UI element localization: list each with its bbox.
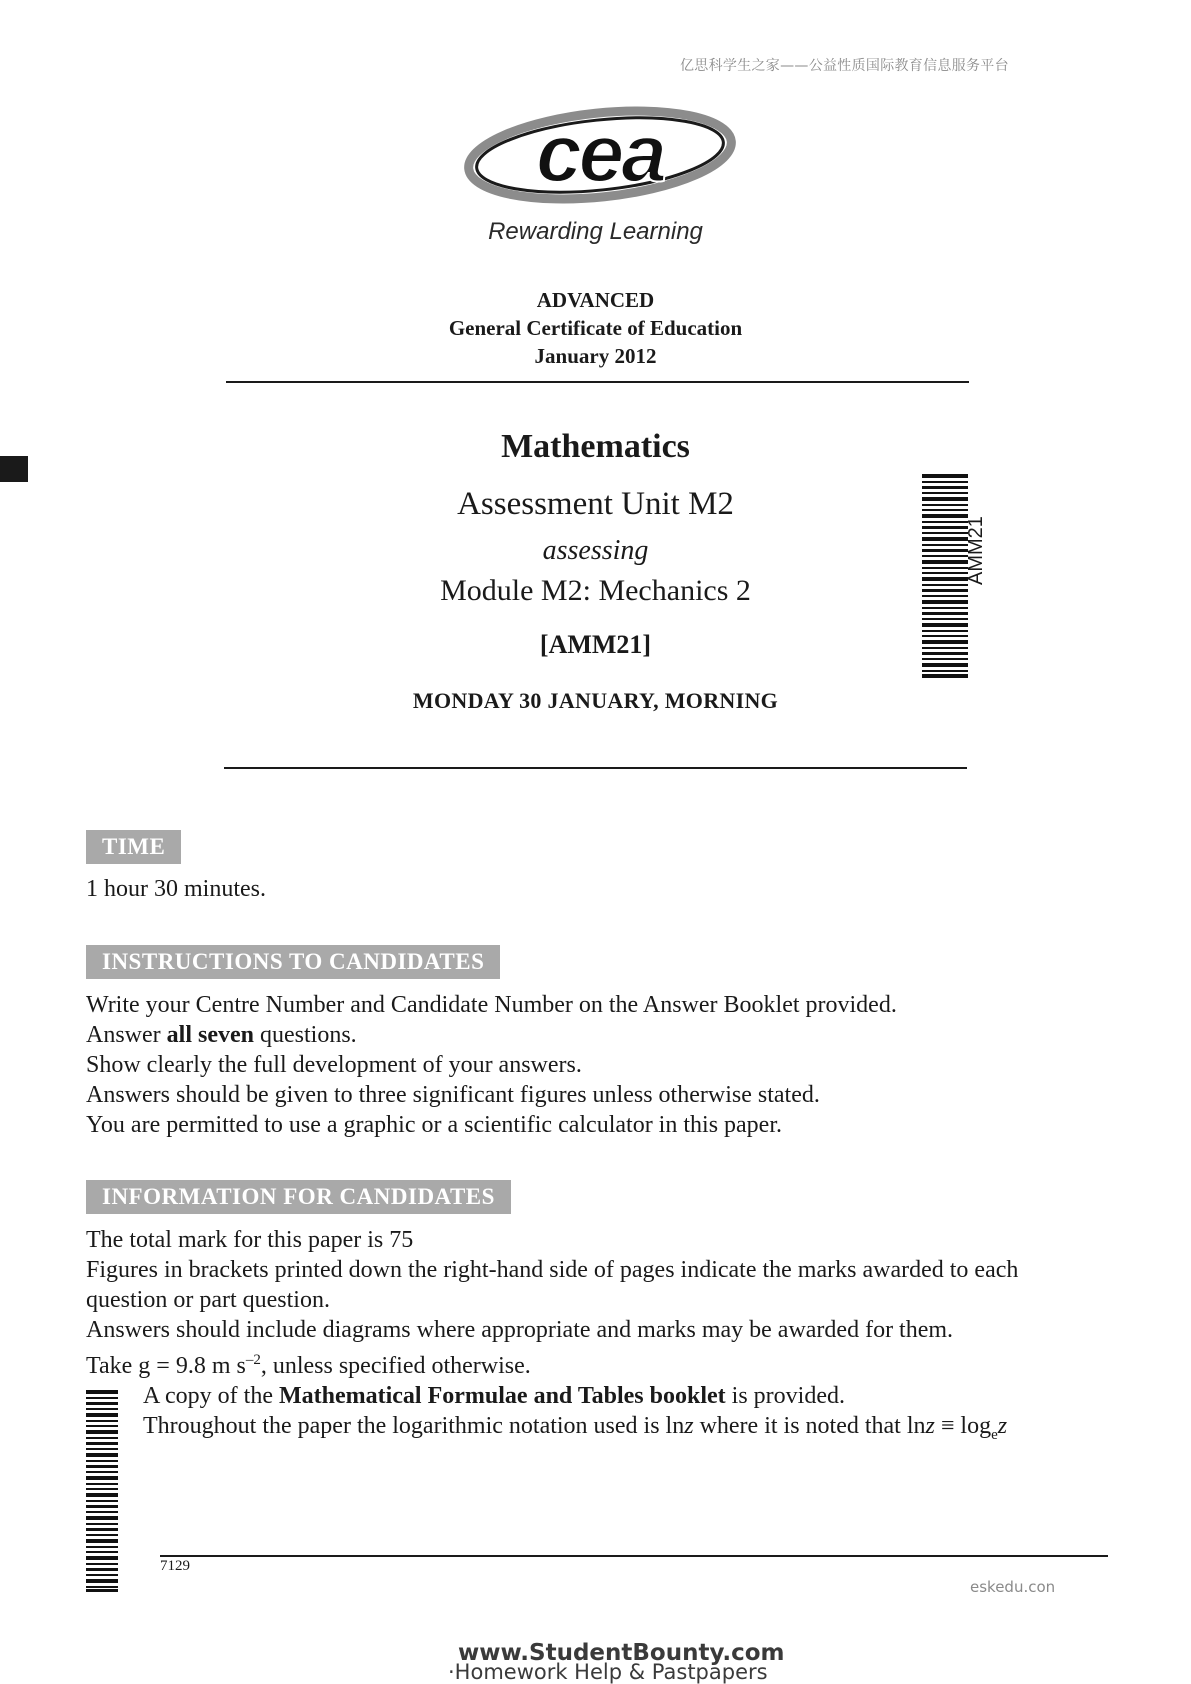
- instruction-line: Write your Centre Number and Candidate Number on the Answer Booklet provided.: [86, 992, 897, 1018]
- instruction-line: Answers should be given to three significant figures unless otherwise stated.: [86, 1082, 820, 1108]
- title-rule: [224, 767, 967, 769]
- instruction-line: You are permitted to use a graphic or a scientific calculator in this paper.: [86, 1112, 782, 1138]
- paper-subject: Mathematics: [501, 428, 690, 465]
- barcode-vertical: [922, 474, 968, 678]
- logo-tagline: Rewarding Learning: [488, 218, 703, 245]
- instruction-line: Answer all seven questions.: [86, 1022, 357, 1048]
- information-line: Figures in brackets printed down the right-hand side of pages indicate the marks awarded to each: [86, 1257, 1019, 1283]
- instruction-line: Show clearly the full development of your answers.: [86, 1052, 582, 1078]
- footer-site-watermark: eskedu.con: [970, 1578, 1056, 1596]
- studentbounty-tagline: ·Homework Help & Pastpapers: [448, 1660, 768, 1684]
- footer-rule: [160, 1555, 1108, 1557]
- information-list: [86, 1225, 1136, 1450]
- studentbounty-link[interactable]: www.StudentBounty.com: [458, 1640, 785, 1666]
- header-rule: [226, 381, 969, 383]
- watermark-text: 亿思科学生之家——公益性质国际教育信息服务平台: [680, 58, 1009, 74]
- information-line: A copy of the Mathematical Formulae and Tables booklet is provided.: [143, 1383, 845, 1409]
- paper-unit: Assessment Unit M2: [457, 486, 734, 522]
- paper-assessing: assessing: [542, 535, 649, 566]
- instructions-label: INSTRUCTIONS TO CANDIDATES: [86, 945, 500, 979]
- information-line: Take g = 9.8 m $s^{-2}$, unless specified otherwise.: [86, 1352, 531, 1379]
- header-qualification: General Certificate of Education: [448, 316, 743, 340]
- paper-date: MONDAY 30 JANUARY, MORNING: [412, 688, 779, 713]
- instructions-list: [86, 990, 1126, 1140]
- barcode-label: AMM21: [965, 516, 987, 585]
- barcode-horizontal: [86, 1390, 118, 1592]
- paper-module: Module M2: Mechanics 2: [440, 574, 751, 607]
- information-line: Answers should include diagrams where appropriate and marks may be awarded for them.: [86, 1317, 954, 1343]
- information-label: INFORMATION FOR CANDIDATES: [86, 1180, 511, 1214]
- logo-wordmark: cea: [536, 108, 664, 199]
- information-line: The total mark for this paper is 75: [86, 1227, 414, 1253]
- time-label: TIME: [86, 830, 181, 864]
- footer-code: 7129: [160, 1558, 190, 1574]
- information-line: question or part question.: [86, 1287, 330, 1313]
- paper-code: [AMM21]: [539, 630, 652, 659]
- time-value: 1 hour 30 minutes.: [86, 876, 266, 902]
- information-line: Throughout the paper the logarithmic notation used is lnz where it is noted that $\ln z \equiv \log_ez$: [143, 1413, 1008, 1443]
- header-session: January 2012: [534, 344, 657, 368]
- header-level: ADVANCED: [536, 288, 655, 312]
